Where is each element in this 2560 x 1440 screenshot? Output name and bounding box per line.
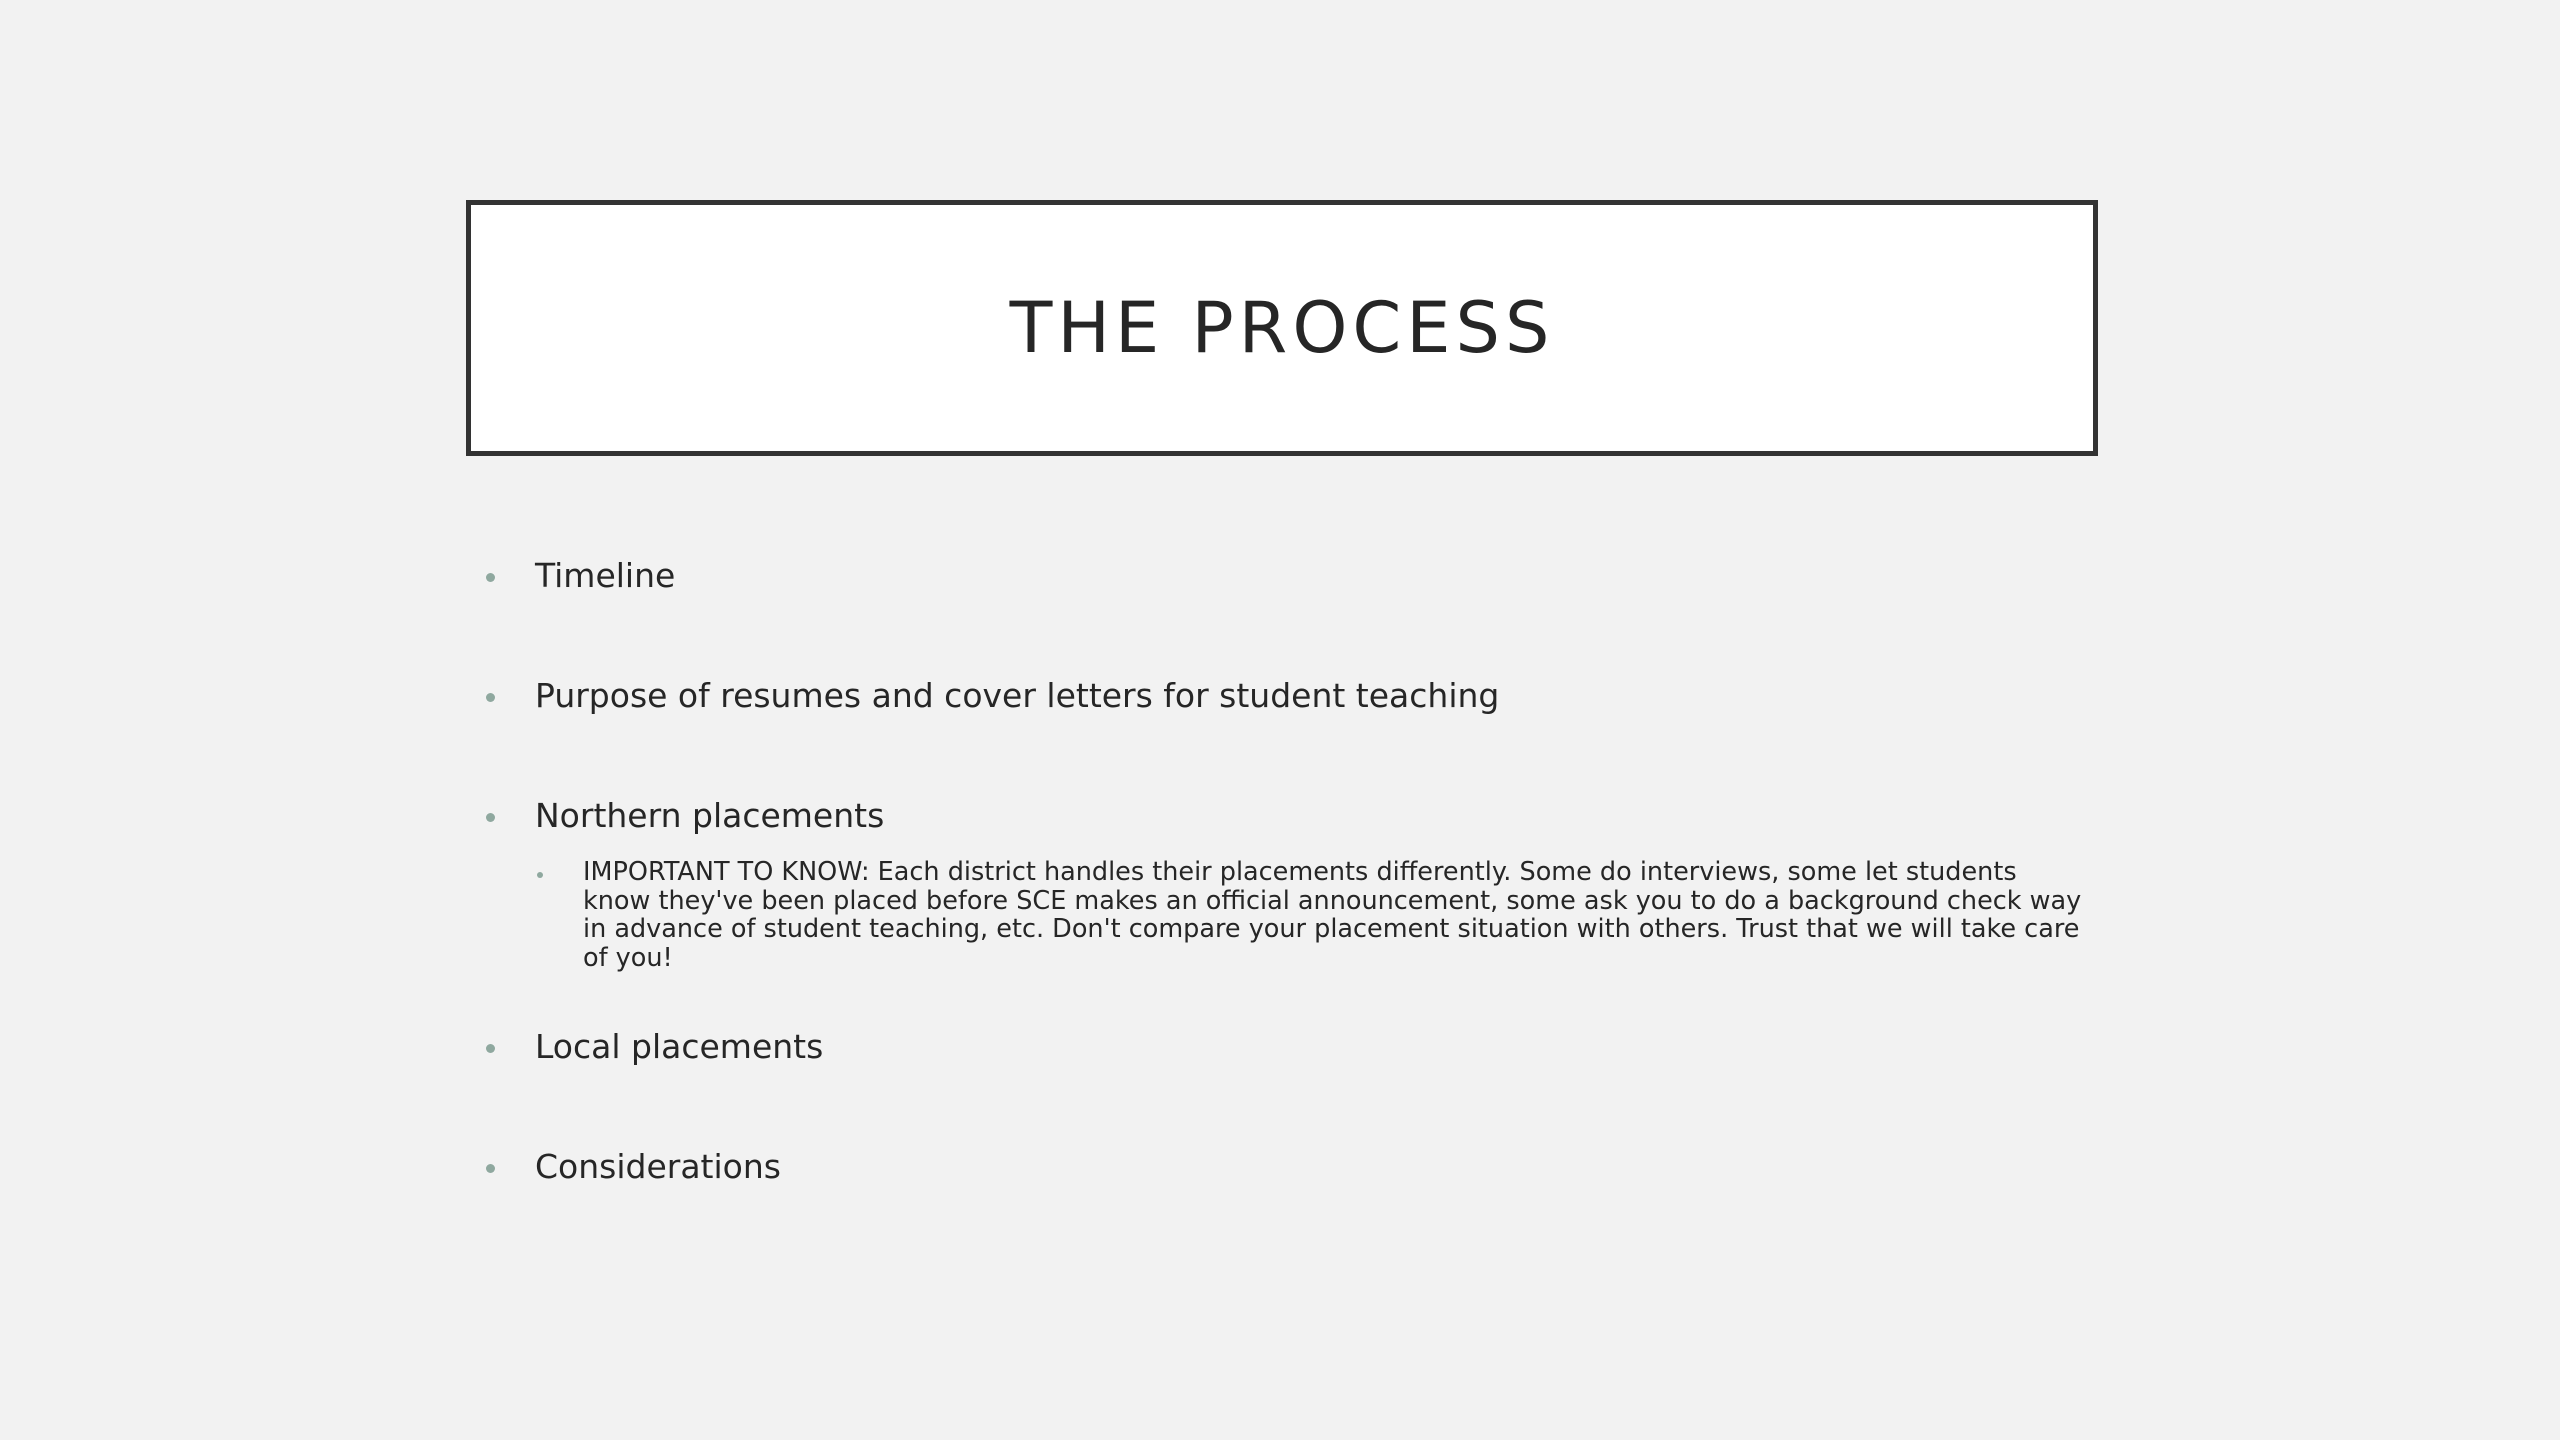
sub-bullet-dot-icon (537, 872, 543, 878)
bullet-dot-icon (486, 573, 495, 582)
bullet-dot-icon (486, 813, 495, 822)
bullet-dot-icon (486, 1044, 495, 1053)
bullet-dot-icon (486, 1164, 495, 1173)
bullet-label: Considerations (535, 1147, 781, 1186)
bullet-label: Local placements (535, 1027, 824, 1066)
sub-bullet-important-note: IMPORTANT TO KNOW: Each district handles their placements differently. Some do interviews, some let students know they've been placed before SCE makes an official announcement, some ask you to do a background check way in advance of student teaching, etc. Don't compare your placement situation with others. Trust that we will take care of you! (583, 857, 2082, 973)
bullet-dot-icon (486, 693, 495, 702)
bullet-label: Northern placements (535, 796, 885, 835)
slide-title: THE PROCESS (1009, 287, 1555, 369)
bullet-label: Purpose of resumes and cover letters for student teaching (535, 676, 1500, 715)
bullet-label: Timeline (535, 556, 676, 595)
slide-content (486, 0, 2106, 1440)
